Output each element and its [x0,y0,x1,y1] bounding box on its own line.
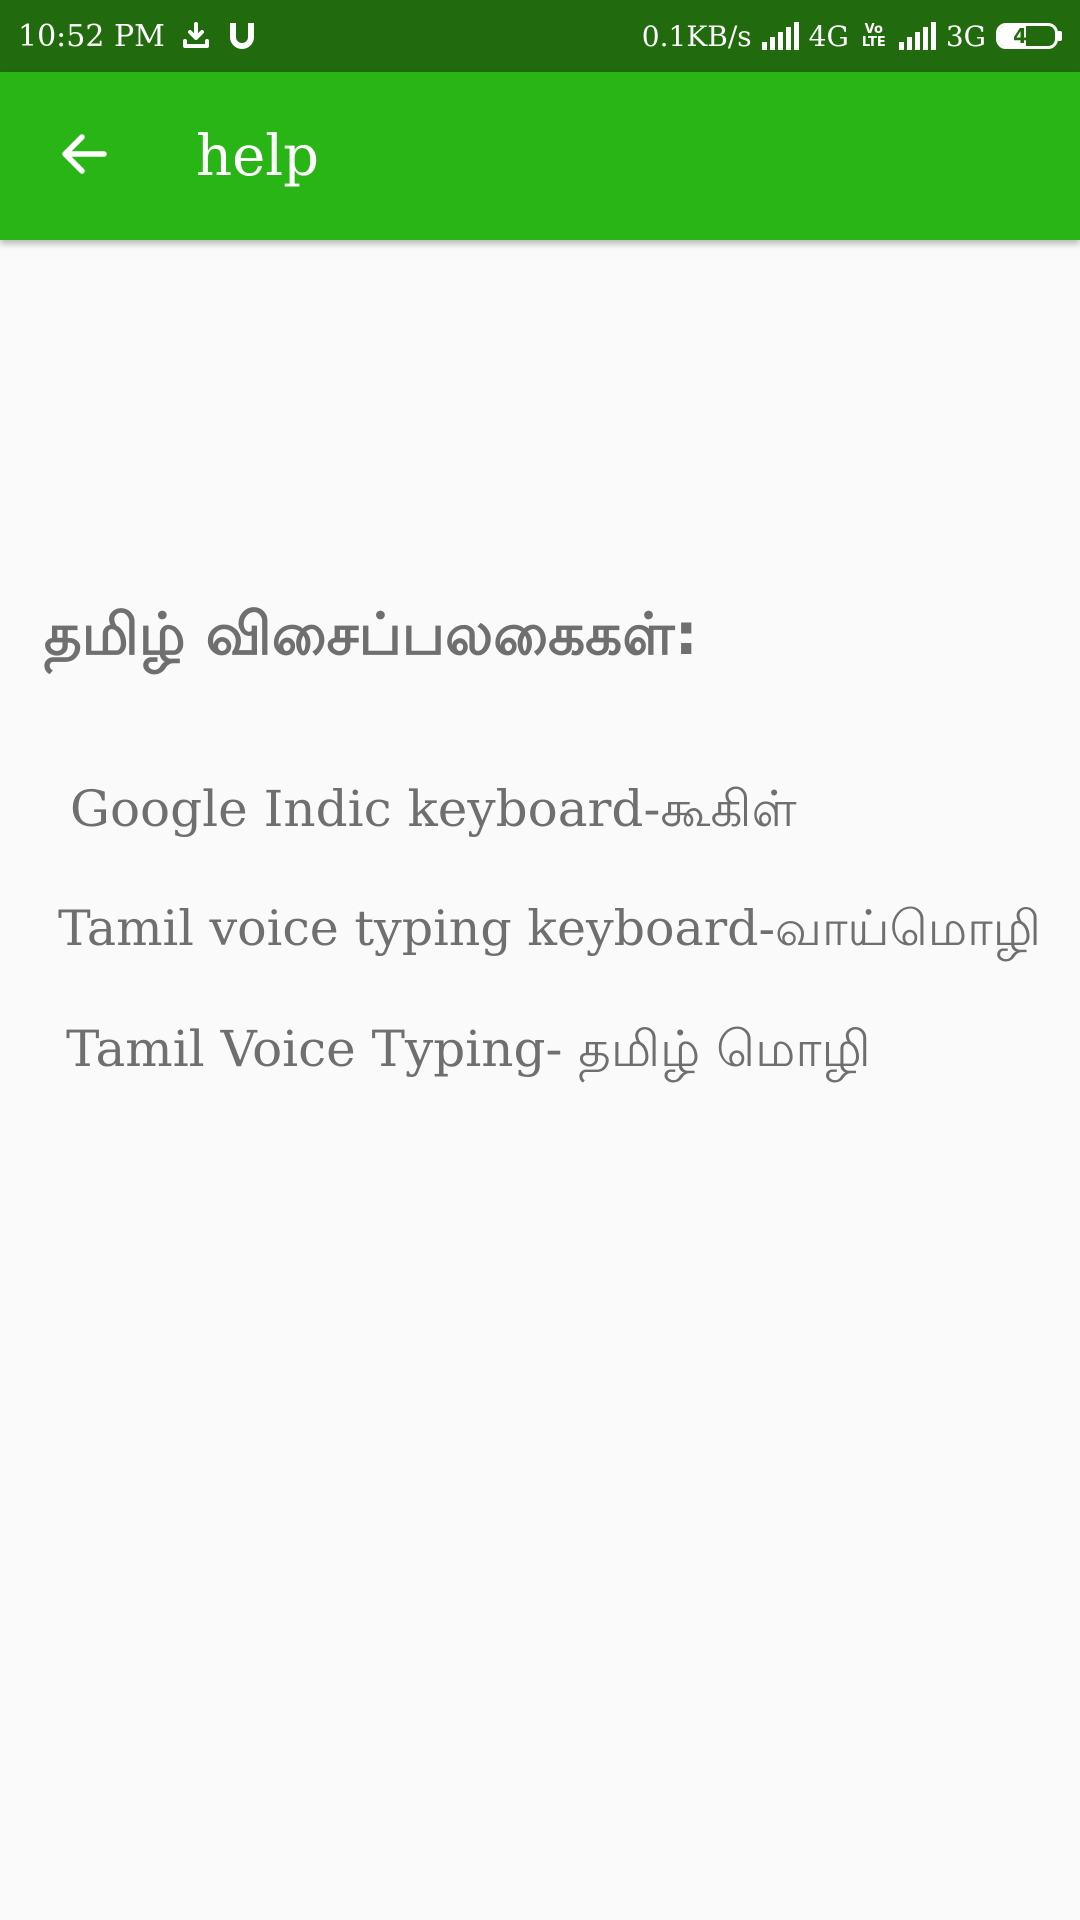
status-right [642,20,1062,53]
net-speed: 0.1KB/s [641,19,752,53]
status-bar [0,0,1080,72]
network-type-1: 4G [808,19,849,53]
battery-percent: 49 [1013,24,1041,48]
back-button[interactable] [24,96,144,216]
download-icon [181,21,211,51]
battery-cap [1058,31,1062,41]
u-app-icon [227,20,257,52]
battery-icon [996,23,1058,49]
app-bar [0,72,1080,240]
status-left [18,19,257,54]
list-item-voice-typing: Tamil Voice Typing- தமிழ் மொழி [66,1020,871,1078]
volte-icon: Vo LTE [861,22,886,50]
list-item-voice-keyboard: Tamil voice typing keyboard-வாய்மொழி [58,900,1041,957]
list-item-google-indic: Google Indic keyboard-கூகிள் [70,780,797,838]
signal-icon-2 [899,22,936,50]
page-title: help [196,123,319,189]
keyboards-heading: தமிழ் விசைப்பலகைகள்: [44,600,698,668]
network-type-2: 3G [945,19,986,53]
arrow-back-icon [58,128,110,184]
signal-icon [762,22,799,50]
status-time: 10:52 PM [18,18,165,54]
